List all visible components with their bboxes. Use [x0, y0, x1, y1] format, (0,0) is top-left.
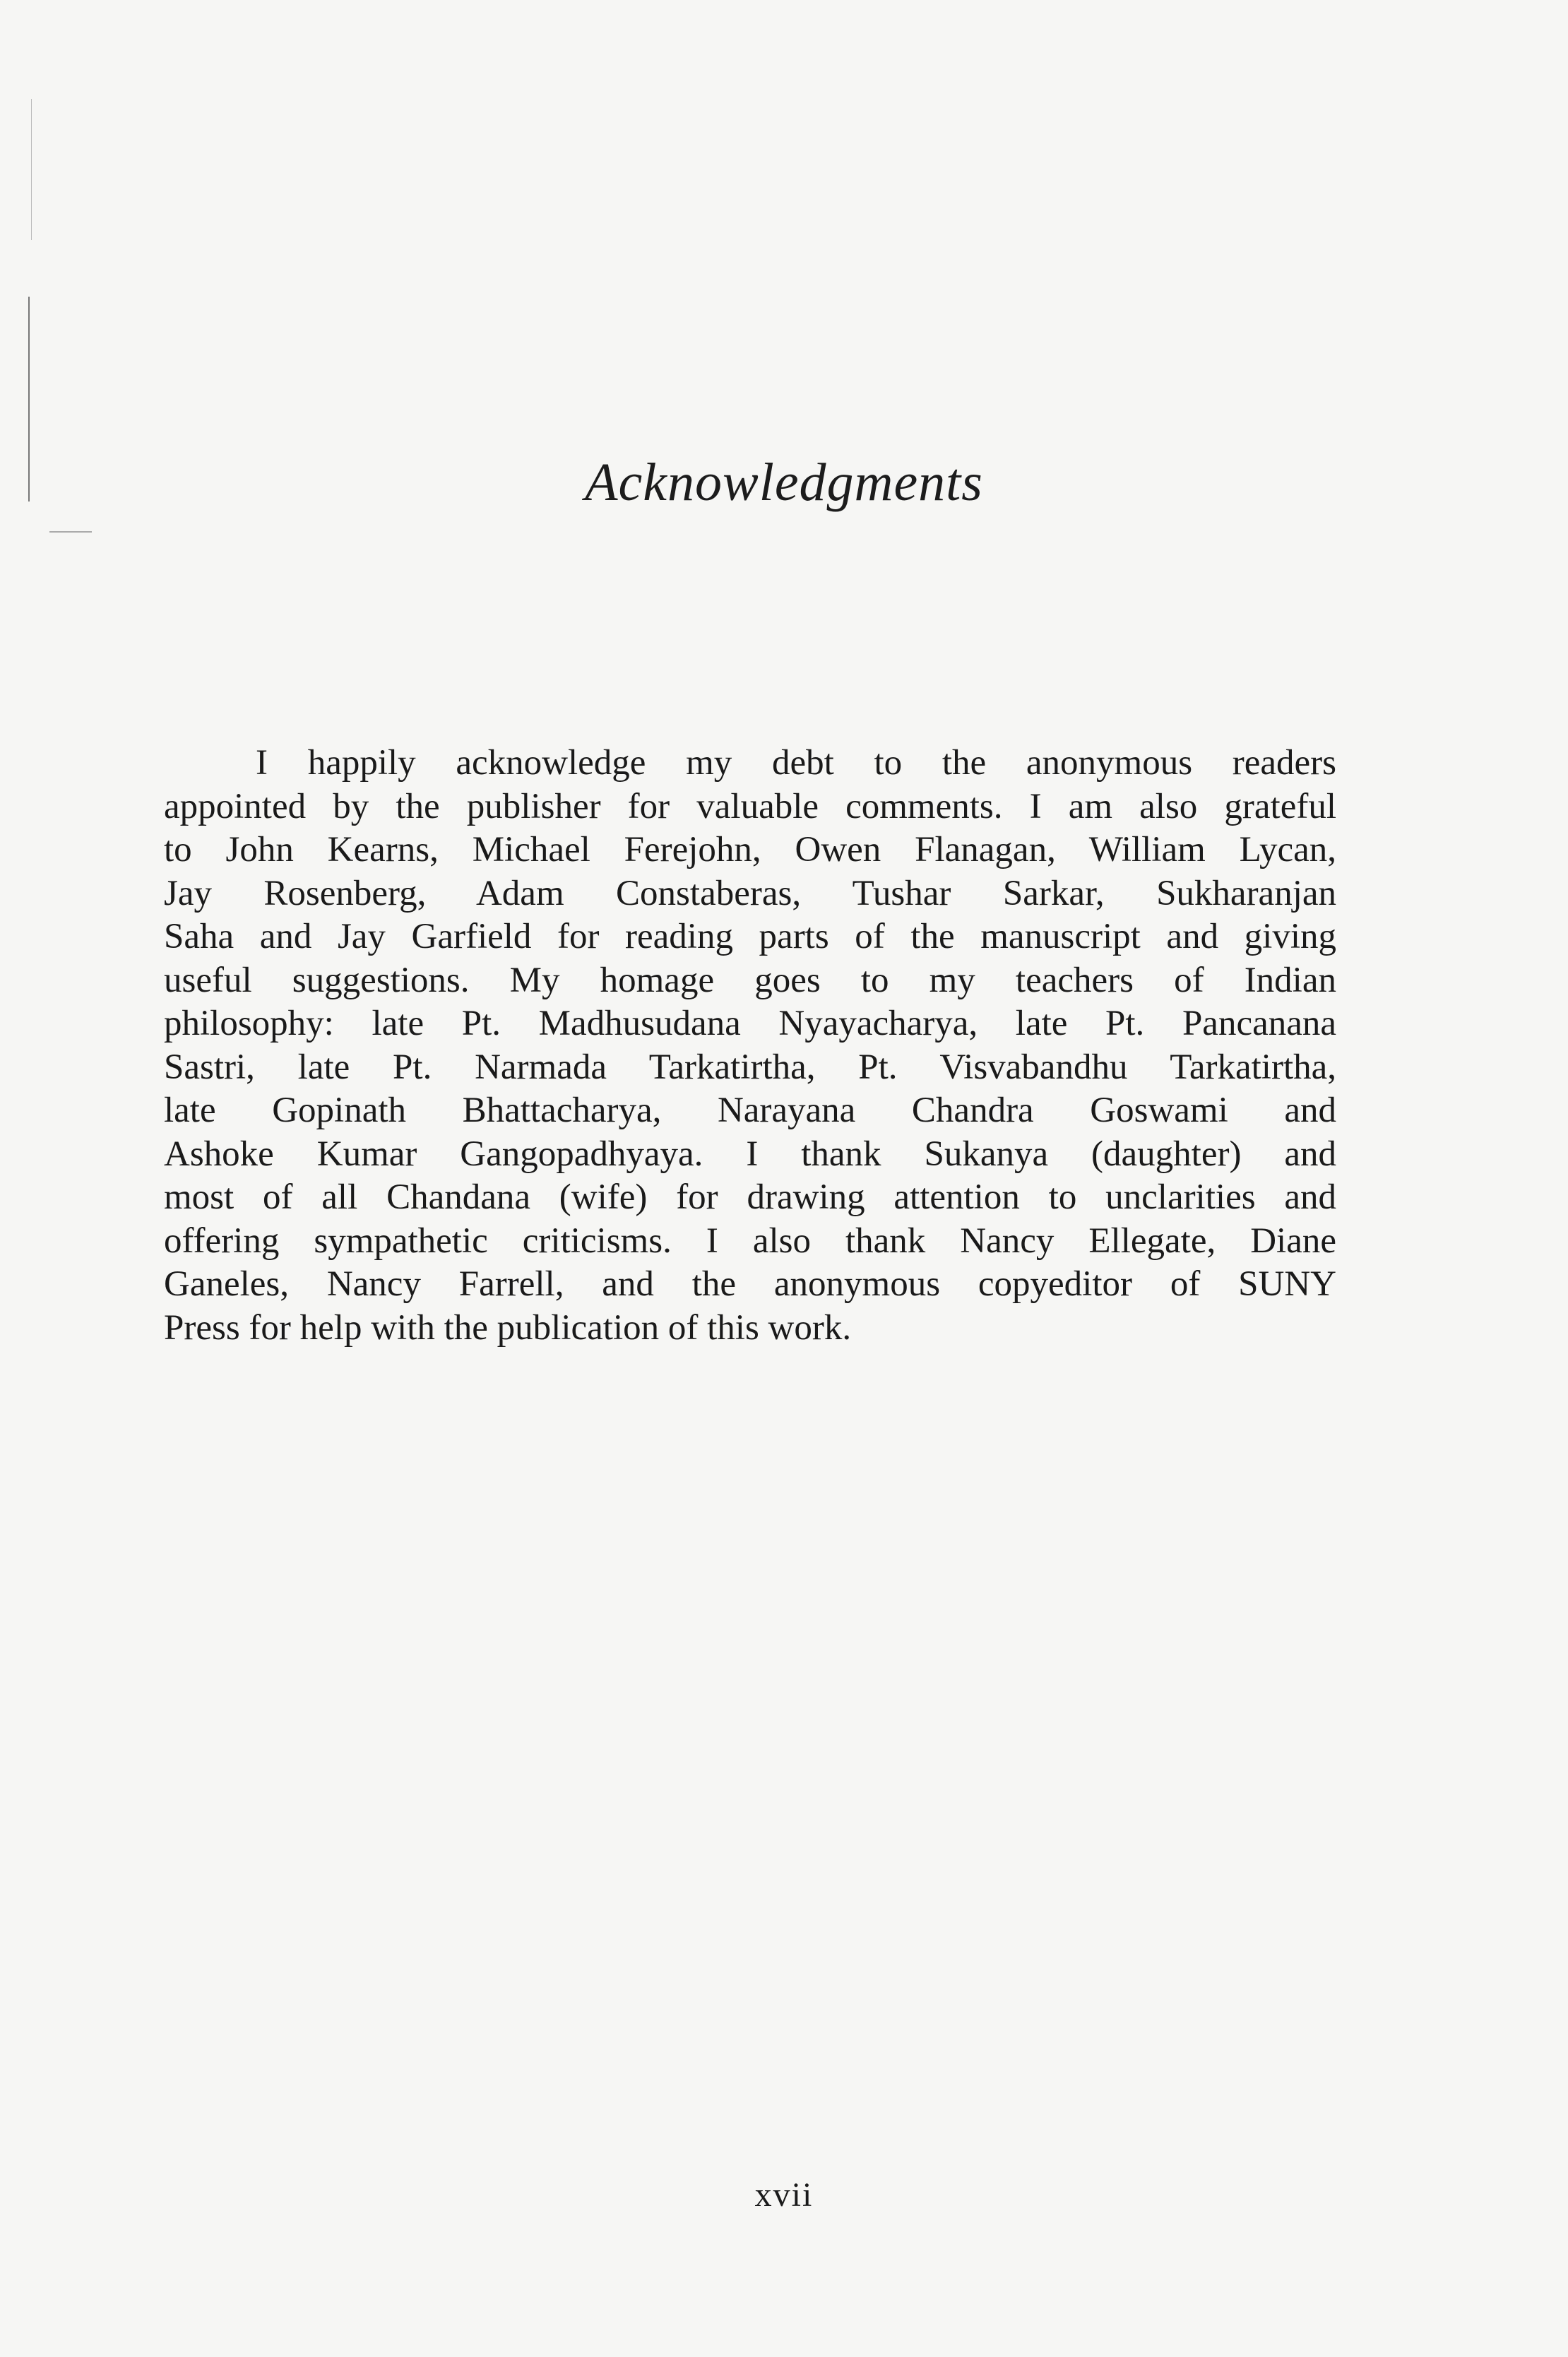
- paragraph-line: philosophy: late Pt. Madhusudana Nyayacharya, late Pt. Pancanana: [164, 1004, 1336, 1043]
- paragraph-line: offering sympathetic criticisms. I also thank Nancy Ellegate, Diane: [164, 1221, 1336, 1261]
- paragraph-line: late Gopinath Bhattacharya, Narayana Chandra Goswami and: [164, 1091, 1336, 1130]
- scan-edge-mark: [31, 99, 32, 240]
- paragraph-line: to John Kearns, Michael Ferejohn, Owen Flanagan, William Lycan,: [164, 830, 1336, 869]
- paragraph-line: Ashoke Kumar Gangopadhyaya. I thank Sukanya (daughter) and: [164, 1134, 1336, 1174]
- paragraph-line: Jay Rosenberg, Adam Constaberas, Tushar Sarkar, Sukharanjan: [164, 873, 1336, 913]
- paragraph-line: most of all Chandana (wife) for drawing attention to unclarities and: [164, 1177, 1336, 1217]
- scan-edge-mark: [49, 531, 92, 533]
- page-number: xvii: [754, 2176, 814, 2214]
- page-title: Acknowledgments: [585, 453, 983, 512]
- paragraph-line: Sastri, late Pt. Narmada Tarkatirtha, Pt. Visvabandhu Tarkatirtha,: [164, 1047, 1336, 1087]
- paragraph-line: appointed by the publisher for valuable comments. I am also grateful: [164, 786, 1336, 826]
- paragraph-line: Saha and Jay Garfield for reading parts of the manuscript and giving: [164, 917, 1336, 956]
- paragraph-line: Press for help with the publication of this work.: [164, 1307, 852, 1348]
- paragraph-line: I happily acknowledge my debt to the anonymous readers: [256, 743, 1336, 783]
- acknowledgments-paragraph: [164, 742, 1336, 1350]
- paragraph-line: Ganeles, Nancy Farrell, and the anonymous copyeditor of SUNY: [164, 1264, 1336, 1304]
- paragraph-line: useful suggestions. My homage goes to my teachers of Indian: [164, 960, 1336, 1000]
